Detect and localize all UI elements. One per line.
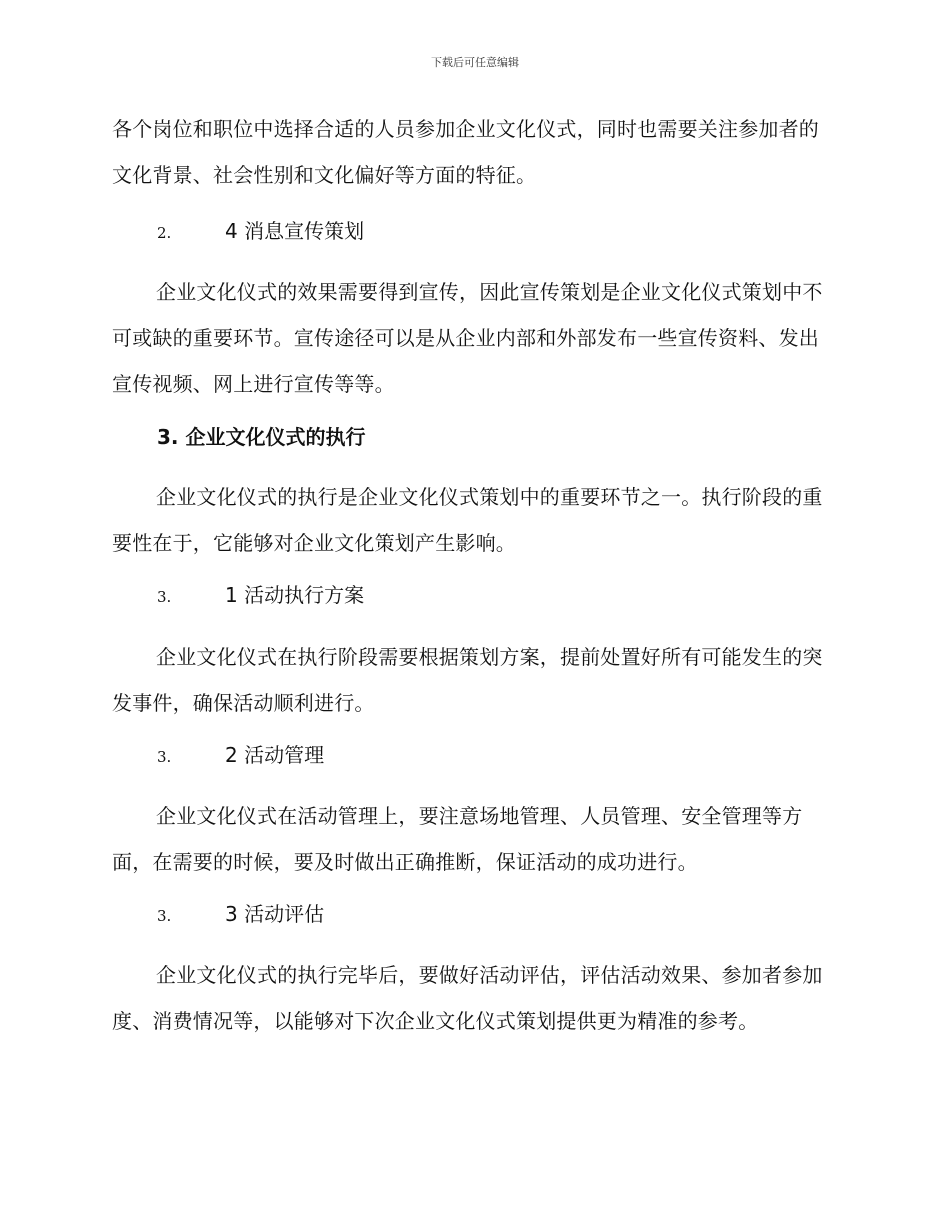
section-heading-3: 3. 企业文化仪式的执行 — [157, 425, 366, 449]
paragraph-evaluation: 企业文化仪式的执行完毕后，要做好活动评估，评估活动效果、参加者参加度、消费情况等，以能够对下次企业文化仪式策划提供更为精准的参考。 — [112, 963, 823, 1033]
paragraph-publicity: 企业文化仪式的效果需要得到宣传，因此宣传策划是企业文化仪式策划中不可或缺的重要环节。宣传途径可以是从企业内部和外部发布一些宣传资料、发出宣传视频、网上进行宣传等等。 — [112, 280, 823, 396]
subheading-title: 2 活动管理 — [225, 743, 325, 767]
subheading-3-3 — [157, 899, 324, 929]
subheading-number: 3. — [157, 748, 172, 766]
subheading-2-4 — [157, 216, 364, 246]
subheading-3-2 — [157, 740, 324, 770]
subheading-title: 1 活动执行方案 — [225, 583, 365, 607]
paragraph-management: 企业文化仪式在活动管理上，要注意场地管理、人员管理、安全管理等方面，在需要的时候，要及时做出正确推断，保证活动的成功进行。 — [112, 804, 803, 874]
paragraph-plan: 企业文化仪式在执行阶段需要根据策划方案，提前处置好所有可能发生的突发事件，确保活动顺利进行。 — [112, 645, 823, 715]
page-header: 下载后可任意编辑 — [431, 56, 519, 69]
subheading-title: 4 消息宣传策划 — [225, 219, 365, 243]
paragraph-participants: 各个岗位和职位中选择合适的人员参加企业文化仪式，同时也需要关注参加者的文化背景、社会性别和文化偏好等方面的特征。 — [112, 117, 819, 187]
subheading-3-1 — [157, 580, 364, 610]
subheading-title: 3 活动评估 — [225, 902, 325, 926]
subheading-number: 2. — [157, 224, 172, 242]
subheading-number: 3. — [157, 588, 172, 606]
subheading-number: 3. — [157, 907, 172, 925]
paragraph-execution: 企业文化仪式的执行是企业文化仪式策划中的重要环节之一。执行阶段的重要性在于，它能够对企业文化策划产生影响。 — [112, 485, 823, 555]
